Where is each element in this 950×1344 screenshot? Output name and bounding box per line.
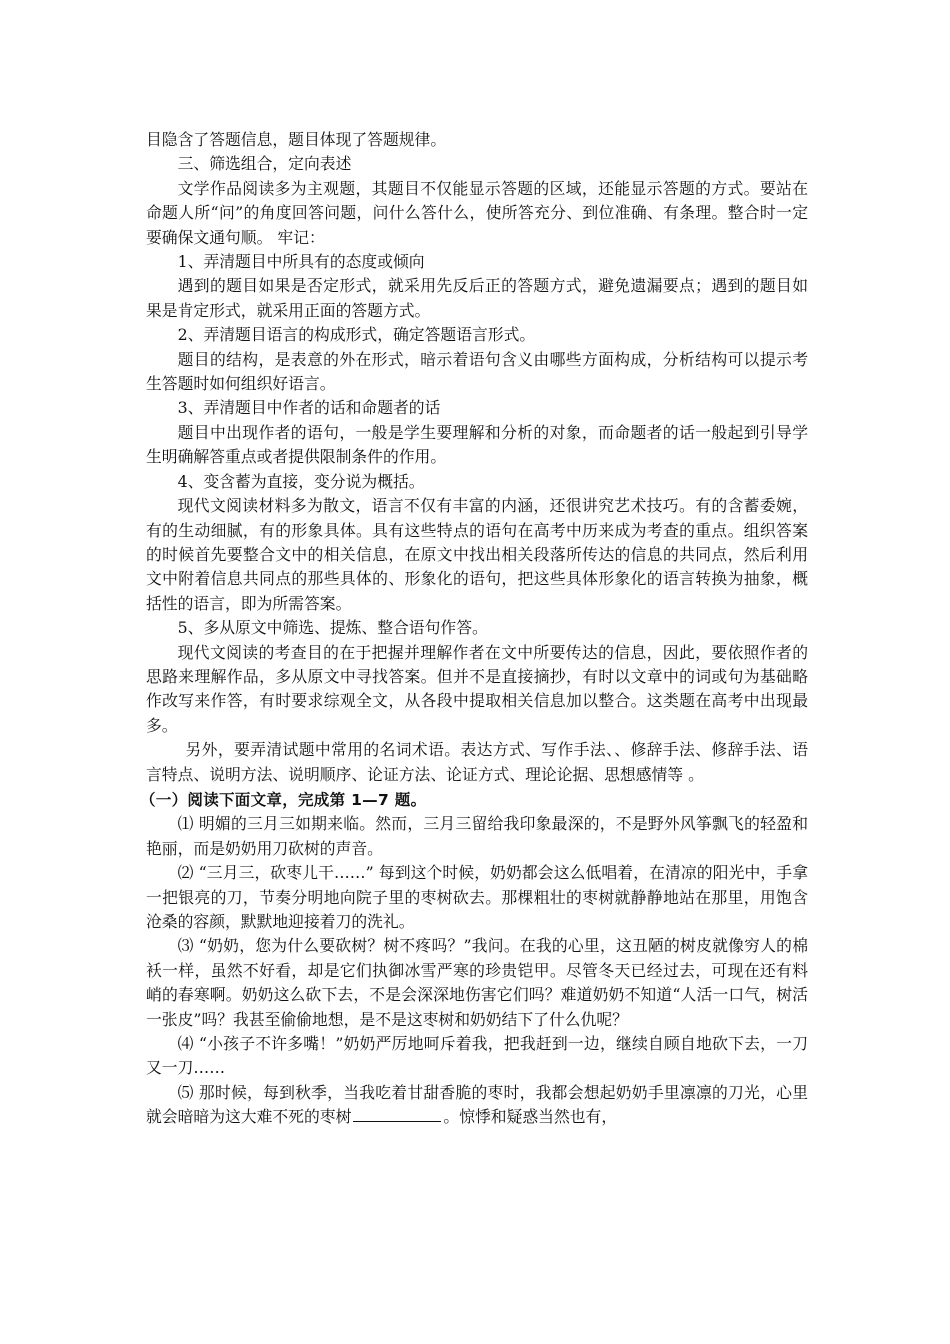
point-1-title: 1、弄清题目中所具有的态度或倾向 [177,252,425,272]
story-paragraph-2: ⑵ “三月三，砍枣儿干……” 每到这个时候，奶奶都会这么低唱着，在清凉的阳光中，手拿一把银亮的刀，节奏分明地向院子里的枣树砍去。那棵粗壮的枣树就静静地站在那里，用饱含沧桑的容颜，默默地迎接着刀的洗礼。 [146,863,808,931]
reading-section-heading: （一）阅读下面文章，完成第 1—7 题。 [140,790,427,809]
terminology-note: 另外，要弄清试题中常用的名词术语。表达方式、写作手法、、修辞手法、修辞手法、语言特点、说明方法、说明顺序、论证方法、论证方式、理论论据、思想感情等 。 [146,740,808,784]
point-2-body: 题目的结构，是表意的外在形式，暗示着语句含义由哪些方面构成，分析结构可以提示考生答题时如何组织好语言。 [146,349,808,394]
story-paragraph-3: ⑶ “奶奶，您为什么要砍树？树不疼吗？”我问。在我的心里，这丑陋的树皮就像穷人的棉袄一样，虽然不好看，却是它们执御冰雪严寒的珍贵铠甲。尽管冬天已经过去，可现在还有料峭的春寒啊。奶奶这么砍下去，不是会深深地伤害它们吗？难道奶奶不知道“人活一口气，树活一张皮”吗？我甚至偷偷地想，是不是这枣树和奶奶结下了什么仇呢？ [146,936,808,1029]
point-3-title: 3、弄清题目中作者的话和命题者的话 [177,398,441,418]
paragraph-intro: 文学作品阅读多为主观题，其题目不仅能显示答题的区域，还能显示答题的方式。要站在命题人所“问”的角度回答问题，问什么答什么，使所答充分、到位准确、有条理。整合时一定要确保文通句顺。 牢记： [146,178,808,247]
story-paragraph-5-after: 。惊悸和疑惑当然也有， [443,1107,618,1127]
document-page [140,128,808,1130]
fill-in-blank[interactable] [353,1107,441,1122]
story-paragraph-5 [146,1081,808,1130]
point-1-body: 遇到的题目如果是否定形式，就采用先反后正的答题方式，避免遗漏要点；遇到的题目如果是肯定形式，就采用正面的答题方式。 [146,276,808,320]
point-5-body: 现代文阅读的考查目的在于把握并理解作者在文中所要传达的信息，因此，要依照作者的思路来理解作品，多从原文中寻找答案。但并不是直接摘抄，有时以文章中的词或句为基础略作改写来作答，有时要求综观全文，从各段中提取相关信息加以整合。这类题在高考中出现最多。 [146,642,808,735]
point-4-body: 现代文阅读材料多为散文，语言不仅有丰富的内涵，还很讲究艺术技巧。有的含蓄委婉，有的生动细腻，有的形象具体。具有这些特点的语句在高考中历来成为考查的重点。组织答案的时候首先要整合文中的相关信息，在原文中找出相关段落所传达的信息的共同点，然后利用文中附着信息共同点的那些具体的、形象化的语句，把这些具体形象化的语言转换为抽象，概括性的语言，即为所需答案。 [146,496,808,613]
story-paragraph-4: ⑷ “小孩子不许多嘴！”奶奶严厉地呵斥着我，把我赶到一边，继续自顾自地砍下去，一刀又一刀…… [146,1034,808,1078]
point-3-body: 题目中出现作者的语句，一般是学生要理解和分析的对象，而命题者的话一般起到引导学生明确解答重点或者提供限制条件的作用。 [146,422,808,467]
paragraph-continuation: 目隐含了答题信息，题目体现了答题规律。 [146,130,447,149]
point-2-title: 2、弄清题目语言的构成形式，确定答题语言形式。 [177,325,536,345]
point-5-title: 5、多从原文中筛选、提炼、整合语句作答。 [177,618,488,638]
story-paragraph-1: ⑴ 明媚的三月三如期来临。然而，三月三留给我印象最深的，不是野外风筝飘飞的轻盈和艳丽，而是奶奶用刀砍树的声音。 [146,814,808,858]
section-title-3: 三、筛选组合，定向表述 [177,154,352,174]
point-4-title: 4、变含蓄为直接，变分说为概括。 [177,471,425,491]
story-paragraph-5-before: ⑸ 那时候，每到秋季，当我吃着甘甜香脆的枣时，我都会想起奶奶手里凛凛的刀光，心里就会暗暗为这大难不死的枣树 [146,1082,808,1127]
